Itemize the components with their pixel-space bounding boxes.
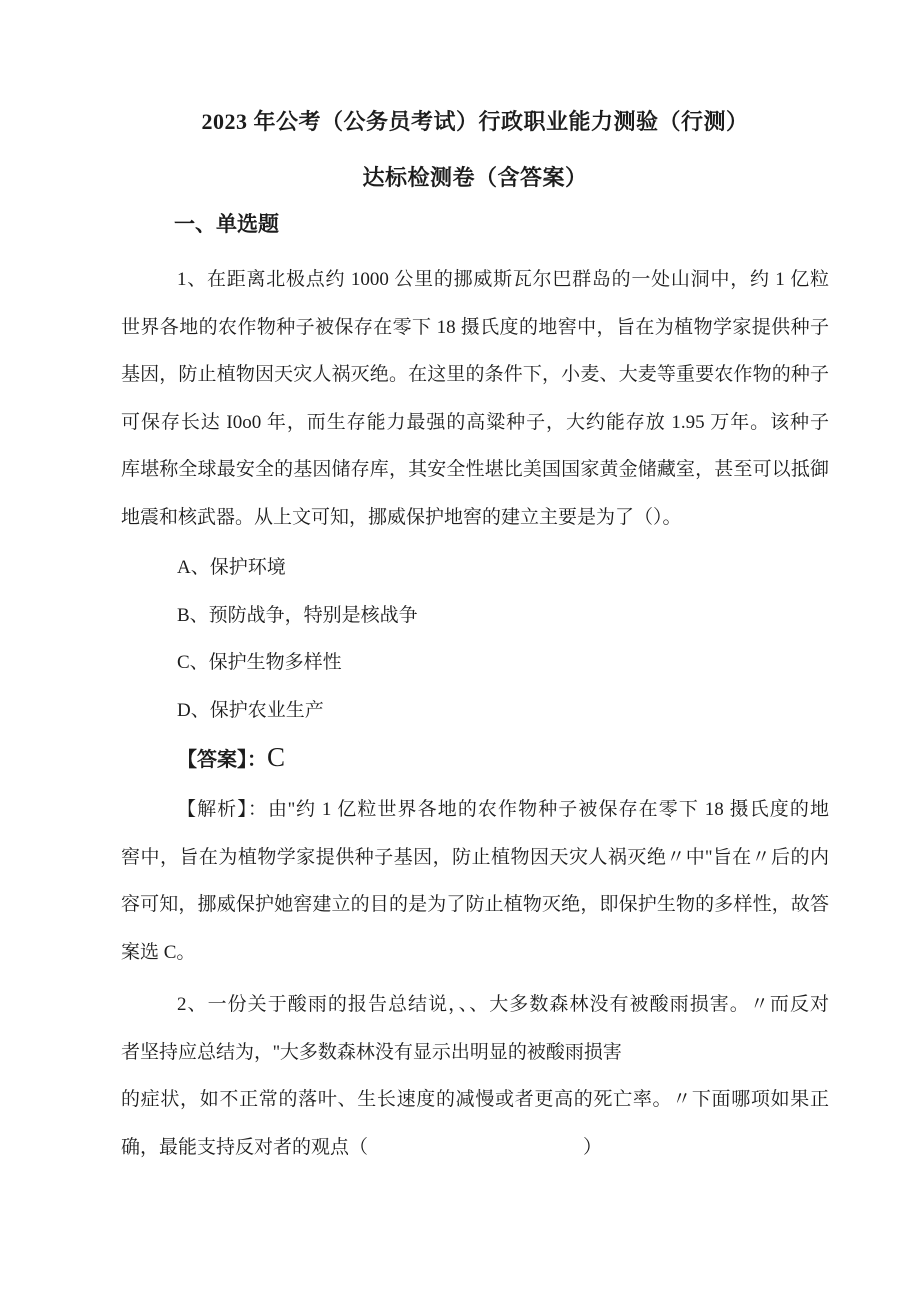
q1-analysis-line-4: 案选 C。 [121,941,196,963]
question-1-stem [121,256,829,541]
answer-label: 【答案】： [177,749,267,771]
q1-stem-line-4: 可保存长达 I0o0 年，而生存能力最强的高粱种子，大约能存放 1.95 万年。该种子 [121,411,829,433]
document-title-line1: 2023 年公考（公务员考试）行政职业能力测验（行测） [201,109,749,134]
q1-analysis-line-2: 窖中，旨在为植物学家提供种子基因，防止植物因天灾人祸灭绝〃中''旨在〃后的内 [121,846,829,868]
q2-stem-line-4 [121,1124,829,1172]
q1-analysis-line-1: 【解析】：由''约 1 亿粒世界各地的农作物种子被保存在零下 18 摄氏度的地 [177,799,829,820]
q2-closing-paren: ） [583,1136,603,1158]
q1-option-b: B、预防战争，特别是核战争 [177,604,418,626]
q1-analysis [121,786,829,976]
q2-stem-line-2: 者坚持应总结为，''大多数森林没有显示出明显的被酸雨损害 [121,1041,622,1063]
section-heading: 一、单选题 [174,213,279,236]
q1-analysis-line-3: 容可知，挪威保护她窖建立的目的是为了防止植物灭绝，即保护生物的多样性，故答 [121,894,829,915]
q1-stem-line-6: 地震和核武器。从上文可知，挪威保护地窖的建立主要是为了（）。 [121,506,682,528]
answer-value: C [267,742,286,772]
q1-stem-line-5: 库堪称全球最安全的基因储存库，其安全性堪比美国国家黄金储藏室，甚至可以抵御 [121,459,829,480]
question-2-stem [121,981,829,1171]
q1-option-d: D、保护农业生产 [177,699,324,721]
q1-stem-line-3: 基因，防止植物因天灾人祸灭绝。在这里的条件下，小麦、大麦等重要农作物的种子 [121,364,829,385]
document-title-line2: 达标检测卷（含答案） [362,165,588,190]
q2-stem-line-3: 的症状，如不正常的落叶、生长速度的减慢或者更高的死亡率。〃下面哪项如果正 [121,1089,829,1110]
q2-stem-line-1: 2、一份关于酸雨的报告总结说，、、大多数森林没有被酸雨损害。〃而反对 [177,994,829,1015]
question-1-options [121,544,829,734]
q1-stem-line-2: 世界各地的农作物种子被保存在零下 18 摄氏度的地窖中，旨在为植物学家提供种子 [121,316,829,338]
q1-answer-line [121,734,885,782]
q1-option-a: A、保护环境 [177,557,286,578]
q2-stem-line-4-text: 确，最能支持反对者的观点（ [121,1136,369,1158]
q1-stem-line-1: 1、在距离北极点约 1000 公里的挪威斯瓦尔巴群岛的一处山洞中，约 1 亿粒 [177,269,829,290]
q1-option-c: C、保护生物多样性 [177,652,342,673]
